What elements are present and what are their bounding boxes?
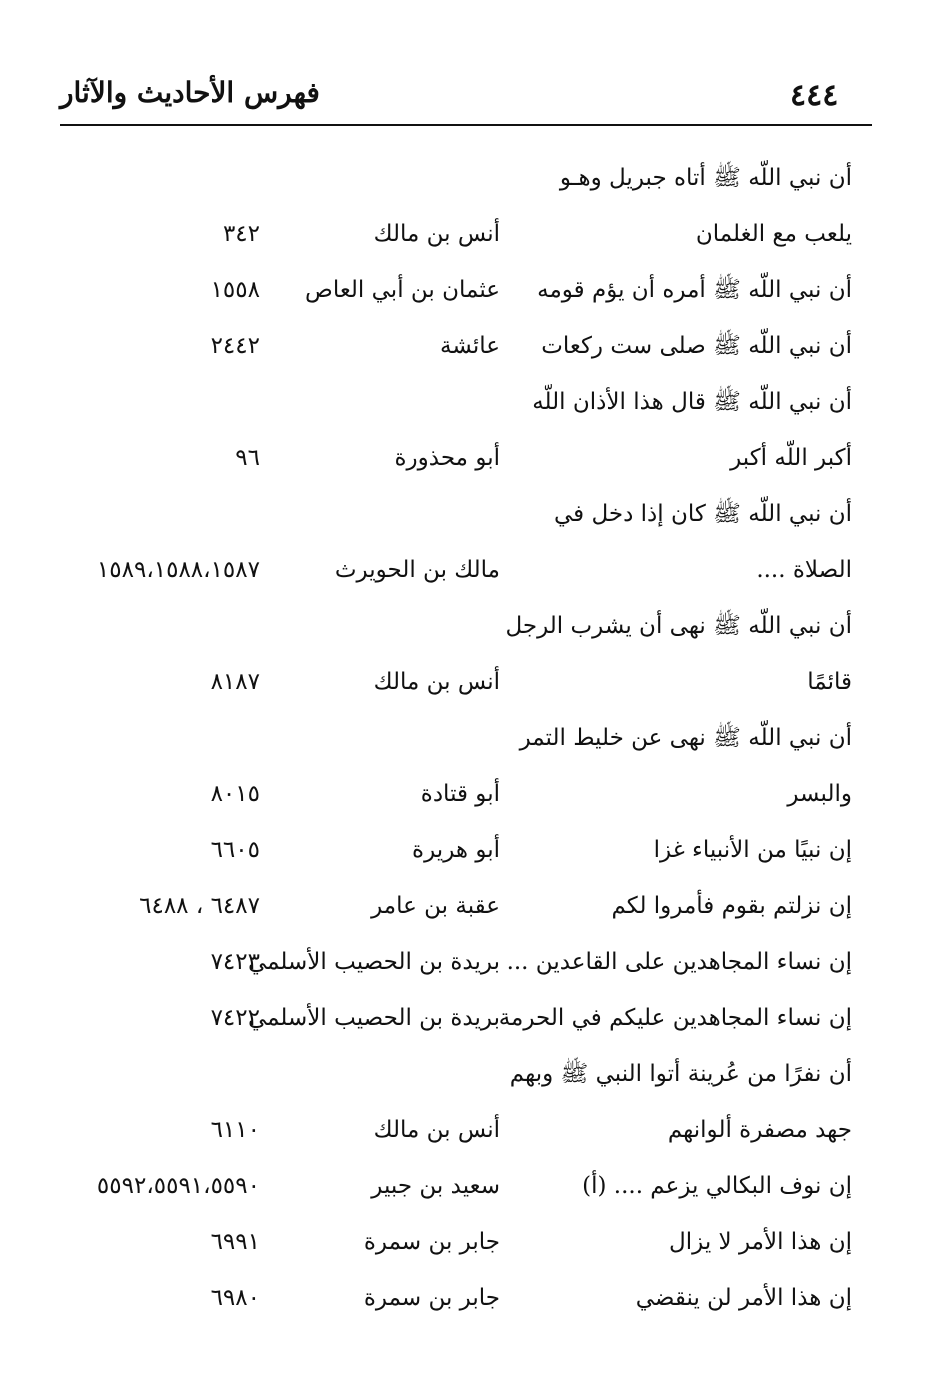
index-row: [0, 430, 932, 486]
narrator: جابر بن سمرة: [363, 1229, 500, 1255]
hadith-numbers: ٦٦٠٥: [210, 837, 260, 863]
narrator: أنس بن مالك: [373, 221, 500, 247]
index-row: [0, 1102, 932, 1158]
hadith-numbers: ٣٤٢: [222, 221, 260, 247]
hadith-text: إن نساء المجاهدين عليكم في الحرمة: [498, 1005, 852, 1031]
narrator: عائشة: [440, 333, 500, 359]
hadith-text: إن نوف البكالي يزعم .... (أ): [582, 1173, 852, 1199]
index-row: [0, 206, 932, 262]
index-row: [0, 766, 932, 822]
hadith-numbers: ٥٥٩٢،٥٥٩١،٥٥٩٠: [96, 1173, 260, 1199]
index-row: [0, 1214, 932, 1270]
hadith-text: أن نبي اللّه ﷺ قال هذا الأذان اللّه: [532, 389, 852, 415]
hadith-text: إن نزلتم بقوم فأمروا لكم: [611, 893, 852, 919]
page-number: ٤٤٤: [790, 78, 839, 113]
index-row: [0, 710, 932, 766]
hadith-text: أكبر اللّه أكبر: [730, 445, 852, 471]
narrator: مالك بن الحويرث: [334, 557, 500, 583]
hadith-text: أن نبي اللّه ﷺ صلى ست ركعات: [541, 333, 852, 359]
index-row: [0, 1270, 932, 1326]
narrator: عقبة بن عامر: [371, 893, 500, 919]
narrator: عثمان بن أبي العاص: [305, 277, 500, 303]
hadith-text: إن نبيًا من الأنبياء غزا: [653, 837, 852, 863]
narrator: أبو قتادة: [420, 781, 500, 807]
hadith-text: قائمًا: [807, 669, 852, 695]
hadith-text: الصلاة ....: [756, 557, 852, 583]
hadith-text: أن نبي اللّه ﷺ نهى أن يشرب الرجل: [505, 613, 852, 639]
narrator: أنس بن مالك: [373, 669, 500, 695]
index-row: [0, 878, 932, 934]
hadith-text: يلعب مع الغلمان: [695, 221, 852, 247]
hadith-numbers: ٦١١٠: [210, 1117, 260, 1143]
index-row: [0, 1158, 932, 1214]
running-title: فهرس الأحاديث والآثار: [60, 76, 320, 109]
hadith-numbers: ٨١٨٧: [210, 669, 260, 695]
index-row: [0, 318, 932, 374]
narrator: بريدة بن الحصيب الأسلمي: [247, 1005, 500, 1031]
index-row: [0, 598, 932, 654]
hadith-text: إن هذا الأمر لا يزال: [669, 1229, 852, 1255]
hadith-text: أن نفرًا من عُرينة أتوا النبي ﷺ وبهم: [509, 1061, 852, 1087]
hadith-text: أن نبي اللّه ﷺ أتاه جبريل وهـو: [559, 165, 852, 191]
hadith-numbers: ٨٠١٥: [210, 781, 260, 807]
index-row: [0, 374, 932, 430]
hadith-numbers: ٦٤٨٧ ، ٦٤٨٨: [139, 893, 260, 919]
hadith-numbers: ١٥٥٨: [210, 277, 260, 303]
narrator: جابر بن سمرة: [363, 1285, 500, 1311]
narrator: بريدة بن الحصيب الأسلمي: [247, 949, 500, 975]
hadith-numbers: ٧٤٢٢: [210, 1005, 260, 1031]
index-row: [0, 990, 932, 1046]
index-row: [0, 1046, 932, 1102]
index-row: [0, 654, 932, 710]
hadith-numbers: ١٥٨٩،١٥٨٨،١٥٨٧: [96, 557, 260, 583]
hadith-text: أن نبي اللّه ﷺ كان إذا دخل في: [553, 501, 852, 527]
hadith-text: إن نساء المجاهدين على القاعدين ...: [506, 949, 852, 975]
hadith-numbers: ٦٩٩١: [210, 1229, 260, 1255]
index-row: [0, 822, 932, 878]
index-row: [0, 542, 932, 598]
hadith-numbers: ٧٤٢٣: [210, 949, 260, 975]
hadith-numbers: ٩٦: [235, 445, 260, 471]
hadith-text: والبسر: [787, 781, 852, 807]
hadith-numbers: ٢٤٤٢: [210, 333, 260, 359]
header-rule: [60, 124, 872, 126]
narrator: سعيد بن جبير: [371, 1173, 500, 1199]
index-row: [0, 934, 932, 990]
hadith-text: إن هذا الأمر لن ينقضي: [635, 1285, 852, 1311]
index-row: [0, 150, 932, 206]
index-row: [0, 262, 932, 318]
hadith-numbers: ٦٩٨٠: [210, 1285, 260, 1311]
narrator: أبو محذورة: [394, 445, 500, 471]
hadith-text: أن نبي اللّه ﷺ أمره أن يؤم قومه: [537, 277, 852, 303]
index-row: [0, 486, 932, 542]
narrator: أبو هريرة: [412, 837, 500, 863]
hadith-text: جهد مصفرة ألوانهم: [667, 1117, 852, 1143]
narrator: أنس بن مالك: [373, 1117, 500, 1143]
hadith-text: أن نبي اللّه ﷺ نهى عن خليط التمر: [519, 725, 852, 751]
